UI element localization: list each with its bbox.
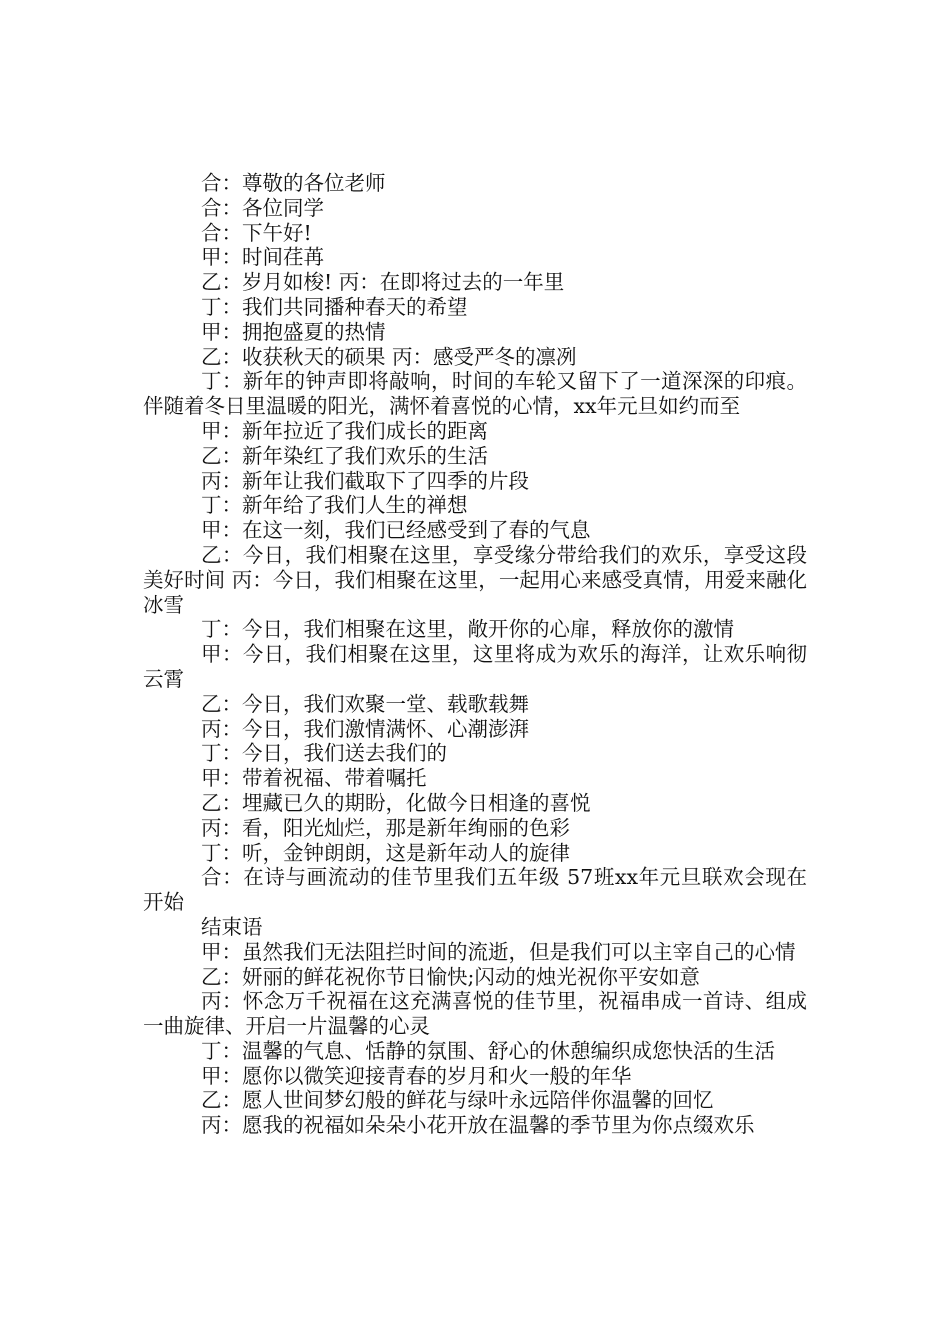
paragraph: 乙：新年染红了我们欢乐的生活	[201, 443, 488, 468]
paragraph: 丁：我们共同播种春天的希望	[201, 294, 468, 319]
paragraph: 乙：愿人世间梦幻般的鲜花与绿叶永远陪伴你温馨的回忆	[201, 1088, 714, 1113]
paragraph: 丙：愿我的祝福如朵朵小花开放在温馨的季节里为你点缀欢乐	[201, 1113, 755, 1138]
paragraph: 丙：怀念万千祝福在这充满喜悦的佳节里，祝福串成一首诗、组成一曲旋律、开启一片温馨的心灵	[143, 989, 807, 1039]
paragraph: 甲：时间荏苒	[201, 245, 324, 270]
paragraph: 丁：听，金钟朗朗，这是新年动人的旋律	[201, 840, 570, 865]
paragraph: 乙：埋藏已久的期盼，化做今日相逢的喜悦	[201, 790, 591, 815]
paragraph: 乙：收获秋天的硕果 丙：感受严冬的凛冽	[201, 344, 577, 369]
paragraph: 合：各位同学	[201, 195, 324, 220]
paragraph: 乙：岁月如梭! 丙：在即将过去的一年里	[201, 270, 565, 295]
paragraph: 合：尊敬的各位老师	[201, 171, 386, 195]
paragraph: 丁：温馨的气息、恬静的氛围、舒心的休憩编织成您快活的生活	[201, 1038, 775, 1063]
paragraph: 甲：在这一刻，我们已经感受到了春的气息	[201, 518, 591, 543]
paragraph: 甲：新年拉近了我们成长的距离	[201, 418, 488, 443]
paragraph: 丁：今日，我们相聚在这里，敞开你的心扉，释放你的激情	[201, 617, 734, 642]
paragraph: 丙：新年让我们截取下了四季的片段	[201, 468, 529, 493]
paragraph: 丁：新年给了我们人生的禅想	[201, 493, 468, 518]
paragraph: 丙：看，阳光灿烂，那是新年绚丽的色彩	[201, 815, 570, 840]
paragraph: 丙：今日，我们激情满怀、心潮澎湃	[201, 716, 529, 741]
paragraph: 丁：今日，我们送去我们的	[201, 741, 447, 766]
paragraph: 丁：新年的钟声即将敲响，时间的车轮又留下了一道深深的印痕。伴随着冬日里温暖的阳光，满怀着喜悦的心情，xx年元旦如约而至	[143, 369, 807, 419]
paragraph: 乙：妍丽的鲜花祝你节日愉快;闪动的烛光祝你平安如意	[201, 964, 700, 989]
paragraph: 乙：今日，我们相聚在这里，享受缘分带给我们的欢乐，享受这段美好时间 丙：今日，我们相聚在这里，一起用心来感受真情，用爱来融化冰雪	[143, 542, 807, 617]
paragraph: 甲：拥抱盛夏的热情	[201, 319, 386, 344]
paragraph: 甲：愿你以微笑迎接青春的岁月和火一般的年华	[201, 1063, 632, 1088]
paragraph: 甲：今日，我们相聚在这里，这里将成为欢乐的海洋，让欢乐响彻云霄	[143, 642, 807, 691]
paragraph: 合：下午好!	[201, 220, 312, 245]
paragraph: 甲：带着祝福、带着嘱托	[201, 766, 427, 791]
section-heading: 结束语	[201, 914, 263, 939]
paragraph: 乙：今日，我们欢聚一堂、载歌载舞	[201, 691, 529, 716]
paragraph: 甲：虽然我们无法阻拦时间的流逝，但是我们可以主宰自己的心情	[201, 939, 796, 964]
document-body	[143, 171, 807, 1138]
paragraph: 合：在诗与画流动的佳节里我们五年级 57班xx年元旦联欢会现在开始	[143, 865, 807, 915]
